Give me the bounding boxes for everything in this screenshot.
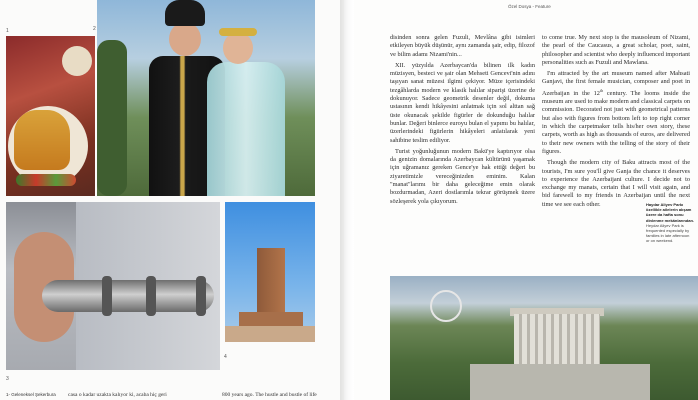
photo-children-traditional-costume	[97, 0, 315, 196]
photo-traditional-food	[6, 36, 95, 196]
photo-caption-1: 1- Geleneksel Şekerbura	[6, 392, 56, 397]
photo-monument	[225, 202, 315, 342]
photo-number-2: 2	[93, 26, 96, 32]
column-english	[542, 34, 690, 212]
right-page	[354, 0, 698, 400]
paragraph-en-2: I'm attracted by the art museum named after Mahsati Ganjavi, the first female musician, composer and poet in Azerbaijan in the 12th century. The looms inside the museum are used to make modern and classical carpets on commission. Decorated not just with geometrical patterns but also with figures from bottom left to top right corner in which the carpetmaker tells his/her own story, these carpets, worth as high as thousands of euros, are delivered to their new owners with the telling of the story of their figures.	[542, 70, 690, 155]
paragraph-en-1: to come true. My next stop is the mausoleum of Nizami, the pearl of the Caucasus, a great scholar, poet, saint, philosopher and scientist who deeply influenced important personalities such as Fuzuli and Mawlana.	[542, 34, 690, 66]
photo-dagger	[6, 202, 220, 370]
page-gutter	[340, 0, 354, 400]
column-turkish	[390, 34, 535, 209]
photo-park-mausoleum	[390, 276, 698, 400]
photo-number-1: 1	[6, 28, 9, 34]
body-text-bottom-en: 800 years ago. The hustle and bustle of life	[222, 392, 317, 398]
paragraph-en-3: Though the modern city of Baku attracts most of the tourists, I'm sure you'll give Ganja the chance it deserves to experience the Azerbaijani culture. I decide not to exchange my manats, certain that I will visit again, and bid farewell to my friends in Azerbaijan until the next time we see each other.	[542, 159, 690, 208]
paragraph-tr-1: disinden sonra gelen Fuzuli, Mevlâna gibi isimleri etkileyen büyük düşünür, aynı zamanda şair, edip, filozof ve bilim adamı Nizami'nin...	[390, 34, 535, 58]
photo-number-4: 4	[224, 354, 227, 360]
paragraph-tr-2: XII. yüzyılda Azerbaycan'da bilinen ilk kadın müzisyen, besteci ve şair olan Mehseti Gencevi'nin adını taşıyan sanat müzesi ilgimi çekiyor. Müze içerisindeki tezgâhlarda modern ve klasik halılar siparişi üzerine de dokunuyor. Sadece geometrik desenler değil, dokuma ustasının kendi hikâyesini anlatmak için sol alttan sağ üste okunacak şekilde figürler de dokunduğu halılar bunlar. Değeri binlerce euroyu bulan el yapımı bu halılar, üzerlerindeki figürlerin hikâyeleri anlatılarak yeni sahibine teslim ediliyor.	[390, 61, 535, 144]
caption-en: Heydar Aliyev Park is frequented especially by families in late afternoon or on weekend.	[646, 222, 690, 244]
page-header: Özel Dosya - Feature	[508, 4, 551, 9]
body-text-bottom-tr: casa o kadar uzakta kalıyor ki, acaba hiç geri	[68, 392, 167, 398]
paragraph-tr-3: Turist yoğunluğunun modern Bakü'ye kaptırıyor olsa da genizin domalarında Azerbaycan kültürünü yaşamak için uğramanız gereken Gence'ye hak ettiği değeri bu ziyaretimizle vereceğinizden eminim. Kalan "manat"larımı bir daha geleceğime emin olarak bozdurmadan, Azeri dostlarımla tekrar görüşmek üzere sözleşerek yola çıkıyorum.	[390, 147, 535, 205]
photo-number-3: 3	[6, 376, 9, 382]
photo-caption-park	[646, 202, 694, 244]
left-page	[0, 0, 344, 400]
caption-tr: Haydar Aliyev Parkı özellikle ailelerin akşam üzere da hafta sonu dinlenme mekânlarından.	[646, 202, 695, 223]
